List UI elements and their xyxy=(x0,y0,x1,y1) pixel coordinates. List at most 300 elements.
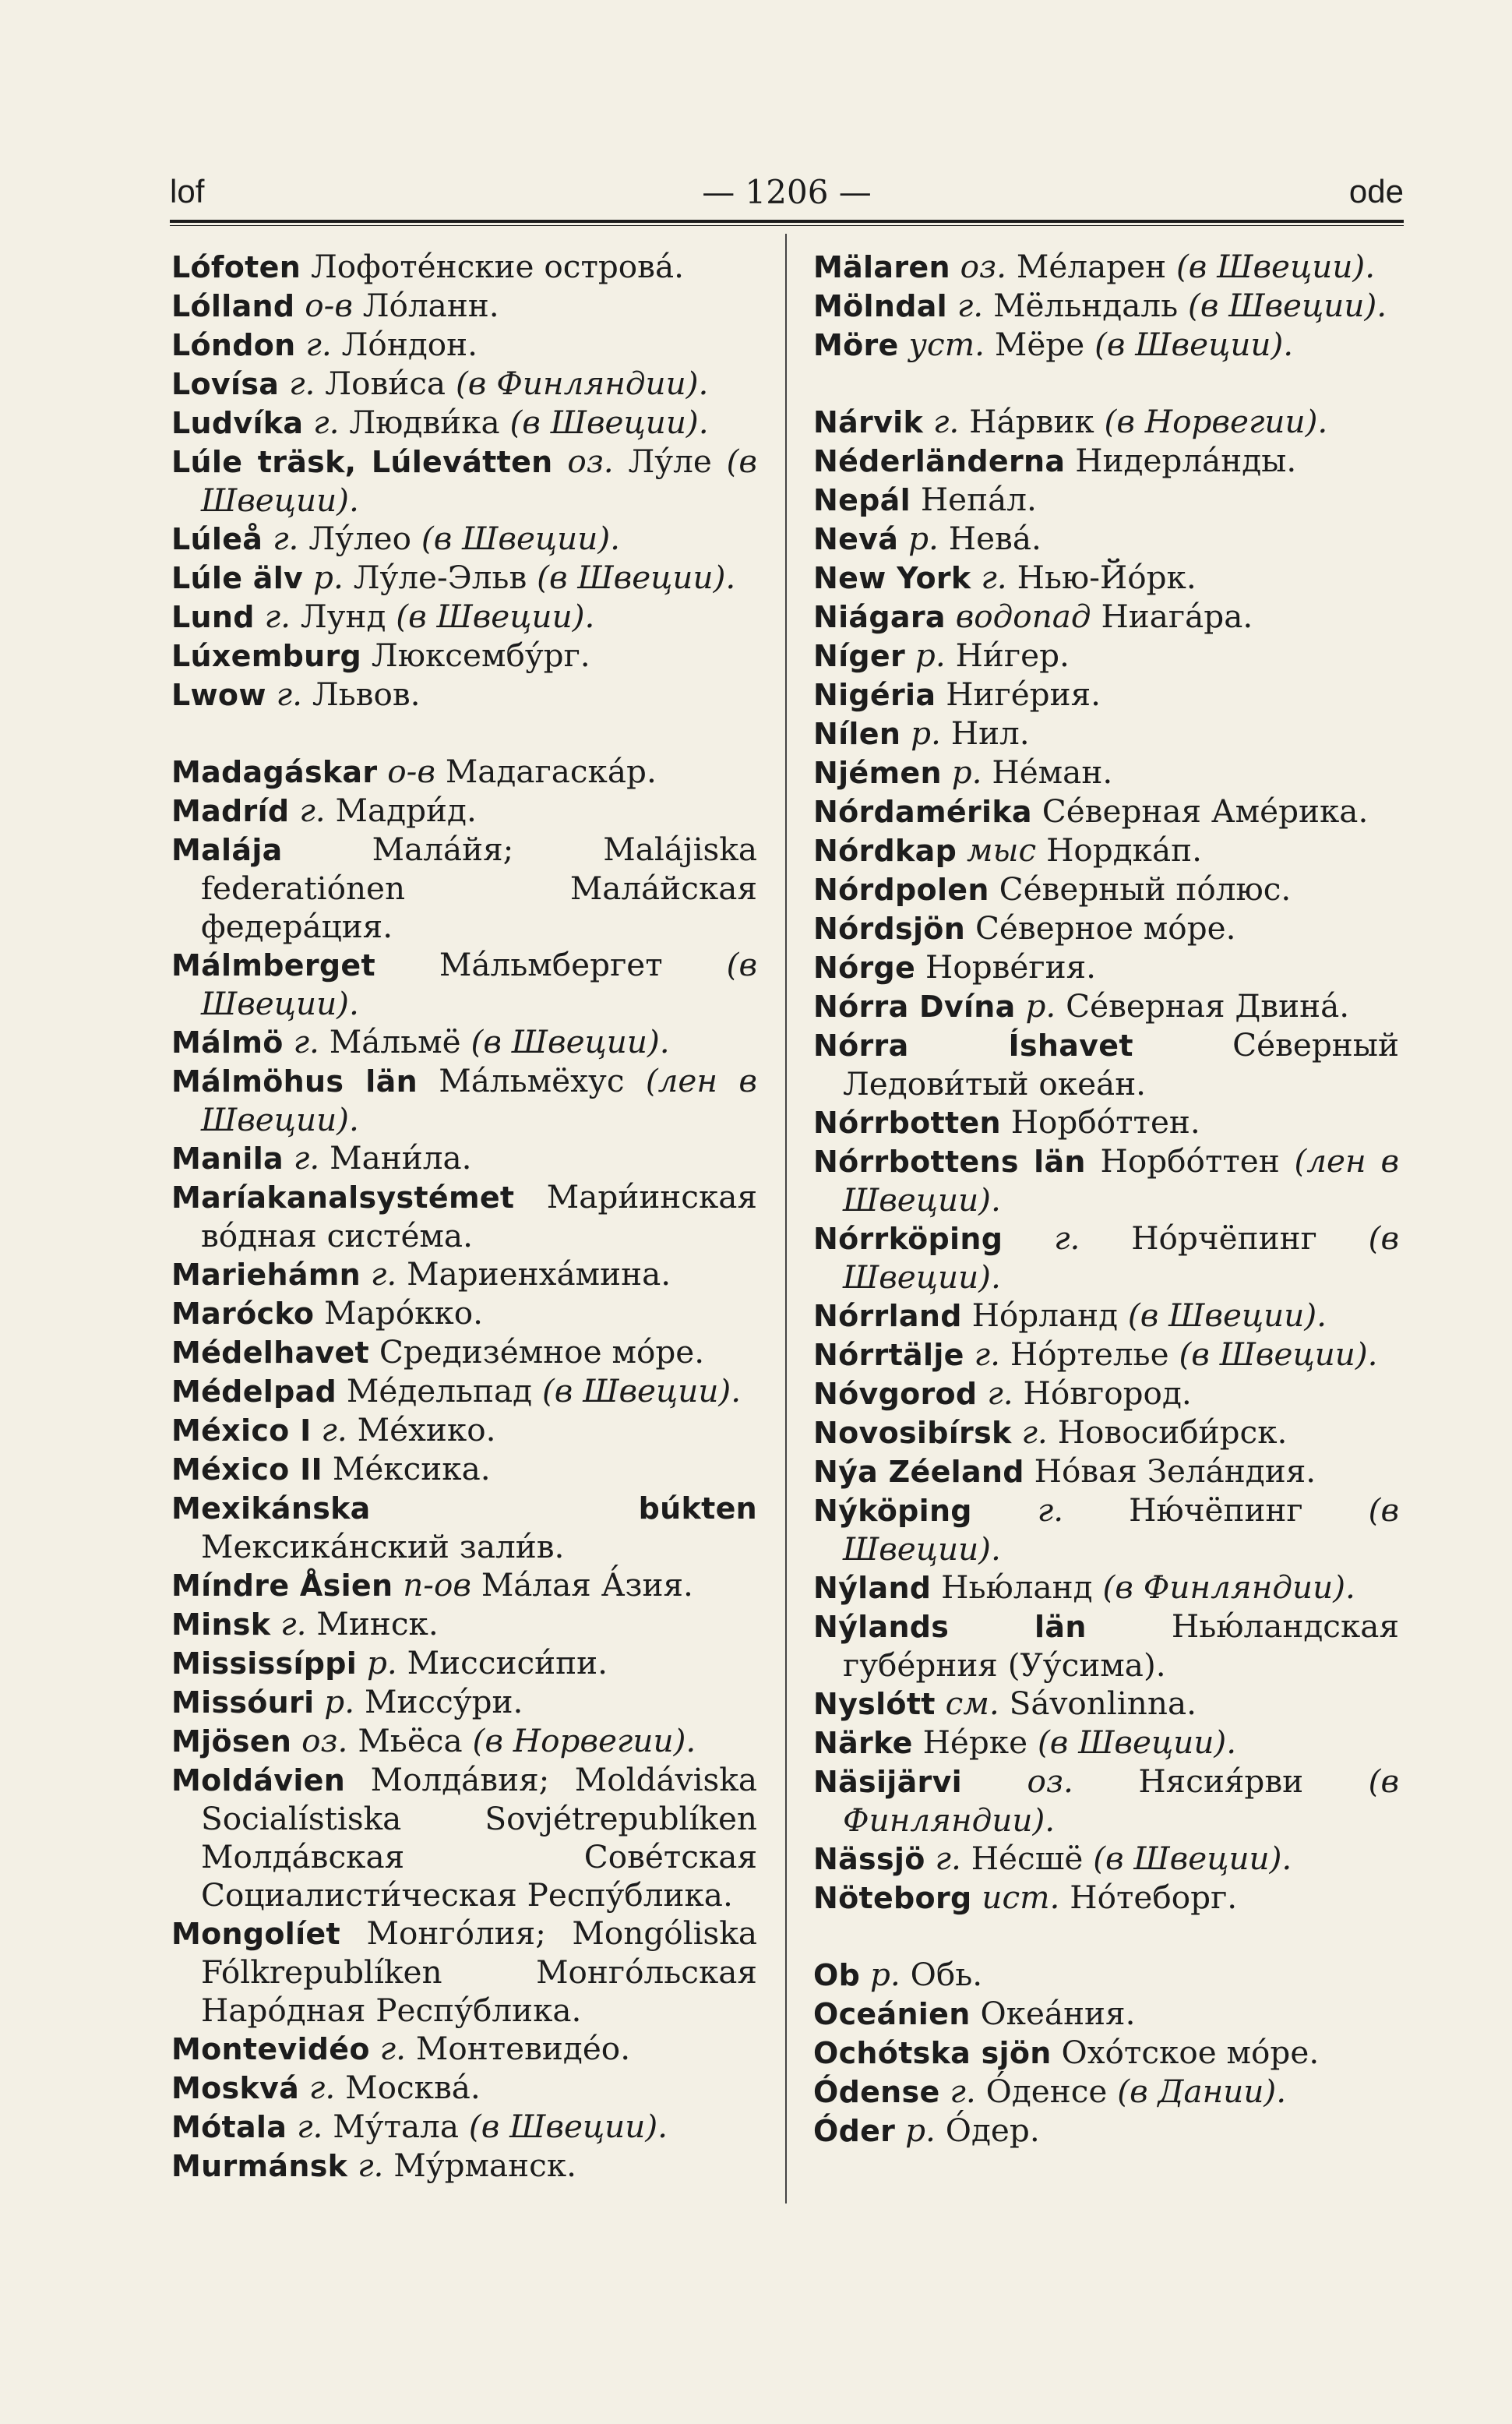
entry-abbreviation: водопад xyxy=(955,598,1091,635)
entry-headword: Málmöhus län xyxy=(171,1064,418,1099)
entry-abbreviation: р. xyxy=(324,1683,355,1720)
entry-note: (в Швеции). xyxy=(421,520,621,557)
dictionary-entry xyxy=(813,1956,1399,1995)
entry-translation: Мариенха́мина. xyxy=(407,1255,671,1293)
entry-note: (в Швеции). xyxy=(1175,248,1376,285)
entry-translation: Лу́ле-Эльв xyxy=(353,559,527,596)
dictionary-entry xyxy=(171,1372,757,1411)
entry-headword: Möre xyxy=(813,328,899,362)
dictionary-entry xyxy=(171,792,757,831)
entry-note: (в Швеции). xyxy=(1093,1840,1292,1877)
entry-translation: Се́верная Двина́. xyxy=(1066,987,1350,1025)
dictionary-entry xyxy=(171,1761,757,1914)
entry-headword: Novosibírsk xyxy=(813,1416,1012,1450)
entry-translation: Ниге́рия. xyxy=(946,676,1101,713)
dictionary-entry xyxy=(813,287,1399,326)
dictionary-entry xyxy=(813,598,1399,637)
entry-translation: Миссу́ри. xyxy=(364,1683,523,1720)
entry-translation: Нью-Йо́рк. xyxy=(1017,559,1197,596)
header-first-word: lof xyxy=(170,173,205,210)
entry-abbreviation: оз. xyxy=(1027,1762,1073,1800)
page-number: — 1206 — xyxy=(702,173,872,211)
dictionary-entry xyxy=(171,598,757,637)
entry-translation: Ма́льмёхус xyxy=(439,1062,625,1099)
entry-headword: Mississíppi xyxy=(171,1646,358,1681)
entry-headword: Médelpad xyxy=(171,1374,337,1409)
entry-headword: Lólland xyxy=(171,289,295,323)
entry-translation: Лу́лео xyxy=(308,520,412,557)
entry-note: (в Швеции). xyxy=(509,404,709,441)
entry-headword: Mölndal xyxy=(813,289,947,323)
entry-headword: Nöteborg xyxy=(813,1881,972,1915)
entry-translation: Нью́ланд xyxy=(941,1568,1093,1606)
entry-translation: Новосиби́рск. xyxy=(1057,1413,1288,1451)
entry-translation: Нью́ландская губе́рния (Уу́сима). xyxy=(843,1607,1399,1684)
entry-translation: Се́верная Аме́рика. xyxy=(1041,792,1369,830)
entry-translation: О́денсе xyxy=(985,2073,1108,2110)
entry-headword: Lwow xyxy=(171,678,266,712)
entry-translation: На́рвик xyxy=(969,403,1094,440)
dictionary-entry xyxy=(813,909,1399,948)
entry-headword: Nórrbotten xyxy=(813,1106,1001,1140)
entry-headword: Nórdsjön xyxy=(813,912,966,946)
entry-abbreviation: о-в xyxy=(305,287,353,324)
dictionary-entry xyxy=(171,1605,757,1644)
entry-abbreviation: ист. xyxy=(982,1879,1060,1916)
entry-headword: Nýa Zéeland xyxy=(813,1455,1024,1489)
entry-translation: Ма́лая А́зия. xyxy=(481,1566,693,1604)
dictionary-entry xyxy=(813,1219,1399,1297)
entry-translation: Ме́ксика. xyxy=(332,1450,491,1487)
entry-abbreviation: оз. xyxy=(960,248,1007,285)
dictionary-entry xyxy=(813,948,1399,987)
entry-note: (в Швеции). xyxy=(1037,1724,1237,1761)
entry-translation: Львов. xyxy=(312,676,421,713)
entry-headword: Nýland xyxy=(813,1571,932,1605)
entry-translation: Лунд xyxy=(300,598,386,635)
dictionary-entry xyxy=(813,1724,1399,1762)
entry-headword: Nevá xyxy=(813,522,899,556)
dictionary-entry xyxy=(813,676,1399,714)
entry-abbreviation: р. xyxy=(908,520,939,557)
entry-note: (в Финляндии). xyxy=(1102,1568,1355,1606)
entry-headword: Nóvgorod xyxy=(813,1377,978,1411)
dictionary-entry xyxy=(813,870,1399,909)
entry-translation: Ни́гер. xyxy=(955,637,1070,674)
entry-headword: Oceánien xyxy=(813,1997,971,2031)
entry-translation: Непа́л. xyxy=(920,481,1037,518)
entry-headword: Madagáskar xyxy=(171,755,378,789)
entry-translation: Молда́вия; Moldáviska Socialístiska Sovjétrepublíken Молда́вская Сове́тская Социалисти́ческая Респу́блика. xyxy=(201,1761,757,1914)
dictionary-entry xyxy=(171,1566,757,1605)
entry-headword: Lovísa xyxy=(171,367,280,401)
dictionary-entry xyxy=(813,1452,1399,1491)
entry-headword: Nässjö xyxy=(813,1842,925,1876)
entry-abbreviation: р. xyxy=(1025,987,1056,1025)
entry-headword: Ódense xyxy=(813,2075,940,2109)
entry-note: (в Швеции). xyxy=(1127,1297,1327,1334)
dictionary-entry xyxy=(813,1840,1399,1879)
entry-translation: Ме́хико. xyxy=(357,1411,496,1448)
header-rule-thin xyxy=(170,225,1404,226)
entry-headword: Minsk xyxy=(171,1607,271,1642)
entry-note: (в Швеции). xyxy=(471,1023,670,1060)
entry-abbreviation: р. xyxy=(905,2112,936,2149)
dictionary-entry xyxy=(171,1333,757,1372)
dictionary-entry xyxy=(171,637,757,676)
entry-translation: Лофоте́нские острова́. xyxy=(310,248,684,285)
column-divider xyxy=(785,234,787,2203)
entry-translation: Но́ртелье xyxy=(1010,1335,1169,1373)
entry-headword: Nórdkap xyxy=(813,834,957,868)
entry-translation: Мари́инская во́дная систе́ма. xyxy=(201,1178,757,1254)
dictionary-entry xyxy=(171,559,757,598)
entry-note: (лен в Швеции). xyxy=(201,1062,757,1138)
entry-headword: Lund xyxy=(171,600,255,634)
entry-translation: Миссиси́пи. xyxy=(407,1644,608,1681)
entry-abbreviation: п-ов xyxy=(403,1566,471,1604)
entry-abbreviation: г. xyxy=(932,403,960,440)
entry-headword: New York xyxy=(813,561,971,595)
entry-headword: Manila xyxy=(171,1141,284,1176)
entry-translation: Му́тала xyxy=(333,2108,460,2145)
entry-headword: Nórrköping xyxy=(813,1222,1003,1256)
entry-headword: Nórrland xyxy=(813,1299,962,1333)
entry-headword: Mariehámn xyxy=(171,1258,361,1292)
entry-note: (в Швеции). xyxy=(541,1372,742,1410)
entry-headword: Niágara xyxy=(813,600,946,634)
entry-abbreviation: г. xyxy=(957,287,984,324)
dictionary-entry xyxy=(171,2108,757,2147)
dictionary-entry xyxy=(813,1142,1399,1219)
entry-headword: Nórrbottens län xyxy=(813,1145,1086,1179)
entry-headword: Nórra Dvína xyxy=(813,990,1016,1024)
entry-translation: Му́рманск. xyxy=(393,2147,577,2184)
entry-abbreviation: уст. xyxy=(908,326,985,363)
entry-translation: Людви́ка xyxy=(349,404,500,441)
entry-translation: Ма́льмбергет xyxy=(439,946,663,983)
entry-headword: Mälaren xyxy=(813,250,950,284)
dictionary-entry xyxy=(813,2034,1399,2073)
entry-translation: Мани́ла. xyxy=(330,1139,472,1177)
entry-translation: Мадри́д. xyxy=(335,792,477,829)
entry-translation: Ме́ларен xyxy=(1016,248,1167,285)
dictionary-entry xyxy=(813,1685,1399,1724)
entry-translation: Се́верный по́люс. xyxy=(999,870,1292,908)
dictionary-entry xyxy=(813,1995,1399,2034)
entry-headword: Mótala xyxy=(171,2110,287,2144)
entry-abbreviation: г. xyxy=(1037,1491,1064,1529)
entry-translation: Охо́тское мо́ре. xyxy=(1061,2034,1320,2071)
entry-translation: Нил. xyxy=(950,714,1030,752)
entry-headword: Nórge xyxy=(813,951,916,985)
dictionary-entry xyxy=(171,443,757,520)
entry-headword: Nyslótt xyxy=(813,1687,936,1721)
entry-translation: Монтевиде́о. xyxy=(415,2030,631,2067)
entry-abbreviation: г. xyxy=(299,792,326,829)
dictionary-entry xyxy=(171,1062,757,1139)
header-last-word: ode xyxy=(1348,173,1404,210)
entry-translation: Лу́ле xyxy=(628,443,712,480)
entry-headword: Maríakanalsystémet xyxy=(171,1180,515,1215)
entry-headword: Nýköping xyxy=(813,1494,972,1528)
dictionary-entry xyxy=(171,326,757,365)
entry-abbreviation: р. xyxy=(366,1644,397,1681)
entry-note: (в Швеции). xyxy=(843,1219,1400,1296)
entry-abbreviation: р. xyxy=(915,637,946,674)
dictionary-entry xyxy=(813,1103,1399,1142)
entry-translation: Нясия́рви xyxy=(1138,1762,1304,1800)
entry-headword: Montevidéo xyxy=(171,2032,370,2066)
dictionary-entry xyxy=(171,1722,757,1761)
entry-headword: Njémen xyxy=(813,756,942,790)
entry-translation: Мала́йя; Malájiska federatiónen Мала́йская федера́ция. xyxy=(201,831,757,945)
entry-abbreviation: оз. xyxy=(301,1722,348,1759)
dictionary-entry xyxy=(171,1294,757,1333)
entry-headword: Málmberget xyxy=(171,948,375,983)
entry-translation: Ма́льмё xyxy=(329,1023,461,1060)
entry-abbreviation: г. xyxy=(1021,1413,1048,1451)
dictionary-entry xyxy=(171,1914,757,2030)
entry-headword: Mjösen xyxy=(171,1724,292,1759)
entry-headword: Ludvíka xyxy=(171,406,304,440)
entry-translation: Ло́ланн. xyxy=(362,287,499,324)
dictionary-entry xyxy=(171,2030,757,2069)
entry-headword: Nepál xyxy=(813,483,911,517)
dictionary-entry xyxy=(813,248,1399,287)
entry-translation: Ниага́ра. xyxy=(1101,598,1253,635)
entry-headword: Ochótska sjön xyxy=(813,2036,1052,2070)
entry-translation: Се́верное мо́ре. xyxy=(975,909,1236,947)
entry-note: (лен в Швеции). xyxy=(843,1142,1400,1219)
dictionary-entry xyxy=(813,1413,1399,1452)
entry-translation: Нидерла́нды. xyxy=(1075,442,1297,479)
entry-abbreviation: г. xyxy=(950,2073,976,2110)
entry-headword: Missóuri xyxy=(171,1685,315,1720)
entry-note: (в Швеции). xyxy=(537,559,736,596)
entry-note: (в Финляндии). xyxy=(455,365,709,402)
dictionary-entry xyxy=(171,1178,757,1255)
entry-note: (в Швеции). xyxy=(201,946,758,1022)
right-column xyxy=(813,248,1399,2151)
entry-translation: Но́рчёпинг xyxy=(1131,1219,1317,1257)
entry-headword: Marócko xyxy=(171,1297,315,1331)
entry-headword: Madríd xyxy=(171,794,290,828)
dictionary-entry xyxy=(171,2147,757,2186)
entry-translation: Нева́. xyxy=(948,520,1041,557)
dictionary-entry xyxy=(171,520,757,559)
entry-note: (в Швеции). xyxy=(1188,287,1387,324)
entry-abbreviation: г. xyxy=(987,1374,1013,1412)
entry-abbreviation: г. xyxy=(264,598,291,635)
entry-abbreviation: г. xyxy=(981,559,1007,596)
dictionary-entry xyxy=(813,1879,1399,1918)
dictionary-entry xyxy=(813,792,1399,831)
entry-headword: Mongolíet xyxy=(171,1917,340,1951)
dictionary-entry xyxy=(813,442,1399,481)
dictionary-entry xyxy=(171,831,757,946)
dictionary-entry xyxy=(813,326,1399,365)
entry-abbreviation: р. xyxy=(951,753,982,791)
entry-translation: Океа́ния. xyxy=(980,1995,1136,2032)
entry-abbreviation: г. xyxy=(313,404,340,441)
entry-headword: México II xyxy=(171,1452,322,1487)
entry-abbreviation: р. xyxy=(313,559,344,596)
entry-abbreviation: г. xyxy=(273,520,299,557)
entry-headword: Nárvik xyxy=(813,405,924,439)
entry-translation: Не́сшё xyxy=(971,1840,1084,1877)
entry-note: (в Швеции). xyxy=(843,1491,1400,1568)
entry-headword: Lúle älv xyxy=(171,561,304,595)
entry-headword: Murmánsk xyxy=(171,2149,348,2183)
dictionary-entry xyxy=(171,1683,757,1722)
dictionary-entry xyxy=(171,404,757,443)
entry-translation: Норбо́ттен xyxy=(1100,1142,1280,1180)
entry-translation: Не́рке xyxy=(922,1724,1028,1761)
entry-abbreviation: г. xyxy=(358,2147,384,2184)
dictionary-entry xyxy=(813,481,1399,520)
entry-abbreviation: г. xyxy=(276,676,302,713)
entry-headword: Lúxemburg xyxy=(171,639,362,673)
entry-headword: Míndre Åsien xyxy=(171,1568,393,1603)
entry-note: (в Норвегии). xyxy=(1104,403,1328,440)
entry-headword: Näsijärvi xyxy=(813,1765,962,1799)
dictionary-entry xyxy=(813,2073,1399,2112)
entry-translation: Sávonlinna. xyxy=(1009,1685,1197,1722)
entry-headword: Nigéria xyxy=(813,678,936,712)
entry-abbreviation: р. xyxy=(869,1956,901,1993)
dictionary-entry xyxy=(171,753,757,792)
dictionary-entry xyxy=(813,1607,1399,1685)
entry-headword: Nórdpolen xyxy=(813,873,989,907)
dictionary-entry xyxy=(813,1374,1399,1413)
entry-translation: Норве́гия. xyxy=(925,948,1097,986)
entry-note: (в Швеции). xyxy=(396,598,595,635)
entry-note: (в Швеции). xyxy=(468,2108,668,2145)
header-rule xyxy=(170,220,1404,223)
page-header xyxy=(170,173,1404,220)
dictionary-entry xyxy=(813,1335,1399,1374)
entry-headword: Moskvá xyxy=(171,2071,300,2105)
entry-note: (в Дании). xyxy=(1117,2073,1287,2110)
entry-headword: México I xyxy=(171,1413,312,1448)
entry-translation: Монго́лия; Mongóliska Fólkrepublíken Монго́льская Наро́дная Респу́блика. xyxy=(201,1914,757,2029)
entry-abbreviation: см. xyxy=(945,1685,999,1722)
dictionary-entry xyxy=(171,1450,757,1489)
entry-translation: Норбо́ттен. xyxy=(1010,1103,1200,1141)
dictionary-entry xyxy=(171,1411,757,1450)
entry-translation: Люксембу́рг. xyxy=(371,637,590,674)
dictionary-entry xyxy=(813,987,1399,1026)
dictionary-entry xyxy=(171,1139,757,1178)
entry-abbreviation: г. xyxy=(1054,1219,1080,1257)
dictionary-entry xyxy=(813,2112,1399,2151)
entry-headword: Lúle träsk, Lúlevátten xyxy=(171,445,553,479)
dictionary-entry xyxy=(171,248,757,287)
entry-headword: Mexikánska búkten xyxy=(171,1491,757,1526)
entry-translation: Лови́са xyxy=(325,365,446,402)
entry-abbreviation: оз. xyxy=(567,443,614,480)
entry-translation: О́дер. xyxy=(945,2112,1040,2149)
entry-translation: Москва́. xyxy=(345,2069,481,2106)
entry-abbreviation: г. xyxy=(321,1411,347,1448)
dictionary-entry xyxy=(813,831,1399,870)
dictionary-entry xyxy=(813,714,1399,753)
entry-headword: Moldávien xyxy=(171,1763,346,1798)
entry-headword: Málmö xyxy=(171,1025,284,1060)
dictionary-entry xyxy=(171,946,757,1023)
entry-headword: Ob xyxy=(813,1958,861,1992)
dictionary-entry xyxy=(813,559,1399,598)
dictionary-entry xyxy=(813,1568,1399,1607)
dictionary-entry xyxy=(171,1255,757,1294)
entry-abbreviation: г. xyxy=(280,1605,307,1642)
entry-translation: Ло́ндон. xyxy=(341,326,478,363)
dictionary-entry xyxy=(813,637,1399,676)
entry-translation: Но́вая Зела́ндия. xyxy=(1034,1452,1316,1490)
entry-abbreviation: г. xyxy=(370,1255,397,1293)
entry-headword: Lúleå xyxy=(171,522,263,556)
entry-headword: Nílen xyxy=(813,717,901,751)
entry-headword: Óder xyxy=(813,2114,896,2148)
entry-translation: Не́ман. xyxy=(992,753,1113,791)
entry-headword: Médelhavet xyxy=(171,1335,369,1370)
dictionary-entry xyxy=(171,287,757,326)
entry-headword: Närke xyxy=(813,1726,913,1760)
entry-abbreviation: г. xyxy=(379,2030,407,2067)
dictionary-entry xyxy=(813,403,1399,442)
entry-headword: Nórrtälje xyxy=(813,1338,964,1372)
entry-abbreviation: г. xyxy=(297,2108,323,2145)
entry-translation: Но́вгород. xyxy=(1023,1374,1192,1412)
entry-note: (в Норвегии). xyxy=(472,1722,696,1759)
dictionary-entry xyxy=(171,1644,757,1683)
entry-translation: Мёльндаль xyxy=(993,287,1179,324)
entry-abbreviation: г. xyxy=(308,2069,336,2106)
dictionary-entry xyxy=(813,520,1399,559)
entry-abbreviation: г. xyxy=(935,1840,961,1877)
entry-translation: Мадагаска́р. xyxy=(445,753,657,790)
entry-headword: Nýlands län xyxy=(813,1610,1087,1644)
entry-translation: Се́верный Ледови́тый океа́н. xyxy=(843,1026,1400,1103)
entry-headword: Néderländerna xyxy=(813,444,1066,478)
dictionary-entry xyxy=(171,676,757,714)
entry-translation: Мексика́нский зали́в. xyxy=(201,1528,565,1565)
entry-headword: Lófoten xyxy=(171,250,301,284)
entry-abbreviation: г. xyxy=(289,365,315,402)
entry-note: (в Швеции). xyxy=(1094,326,1294,363)
dictionary-entry xyxy=(171,2069,757,2108)
dictionary-entry xyxy=(813,753,1399,792)
entry-translation: Но́рланд xyxy=(971,1297,1119,1334)
entry-headword: Nórdamérika xyxy=(813,795,1032,829)
dictionary-entry xyxy=(813,1026,1399,1103)
entry-translation: Нордка́п. xyxy=(1046,831,1202,869)
dictionary-entry xyxy=(171,1023,757,1062)
dictionary-entry xyxy=(813,1297,1399,1335)
entry-headword: Níger xyxy=(813,639,906,673)
entry-abbreviation: р. xyxy=(911,714,941,752)
dictionary-entry xyxy=(171,365,757,404)
entry-translation: Обь. xyxy=(910,1956,983,1993)
entry-abbreviation: г. xyxy=(293,1139,320,1177)
entry-headword: Malája xyxy=(171,833,283,867)
entry-translation: Средизе́мное мо́ре. xyxy=(379,1333,705,1371)
entry-translation: Минск. xyxy=(316,1605,439,1642)
entry-translation: Мьёса xyxy=(358,1722,463,1759)
entry-translation: Ме́дельпад xyxy=(346,1372,533,1410)
entry-note: (в Швеции). xyxy=(201,443,757,519)
